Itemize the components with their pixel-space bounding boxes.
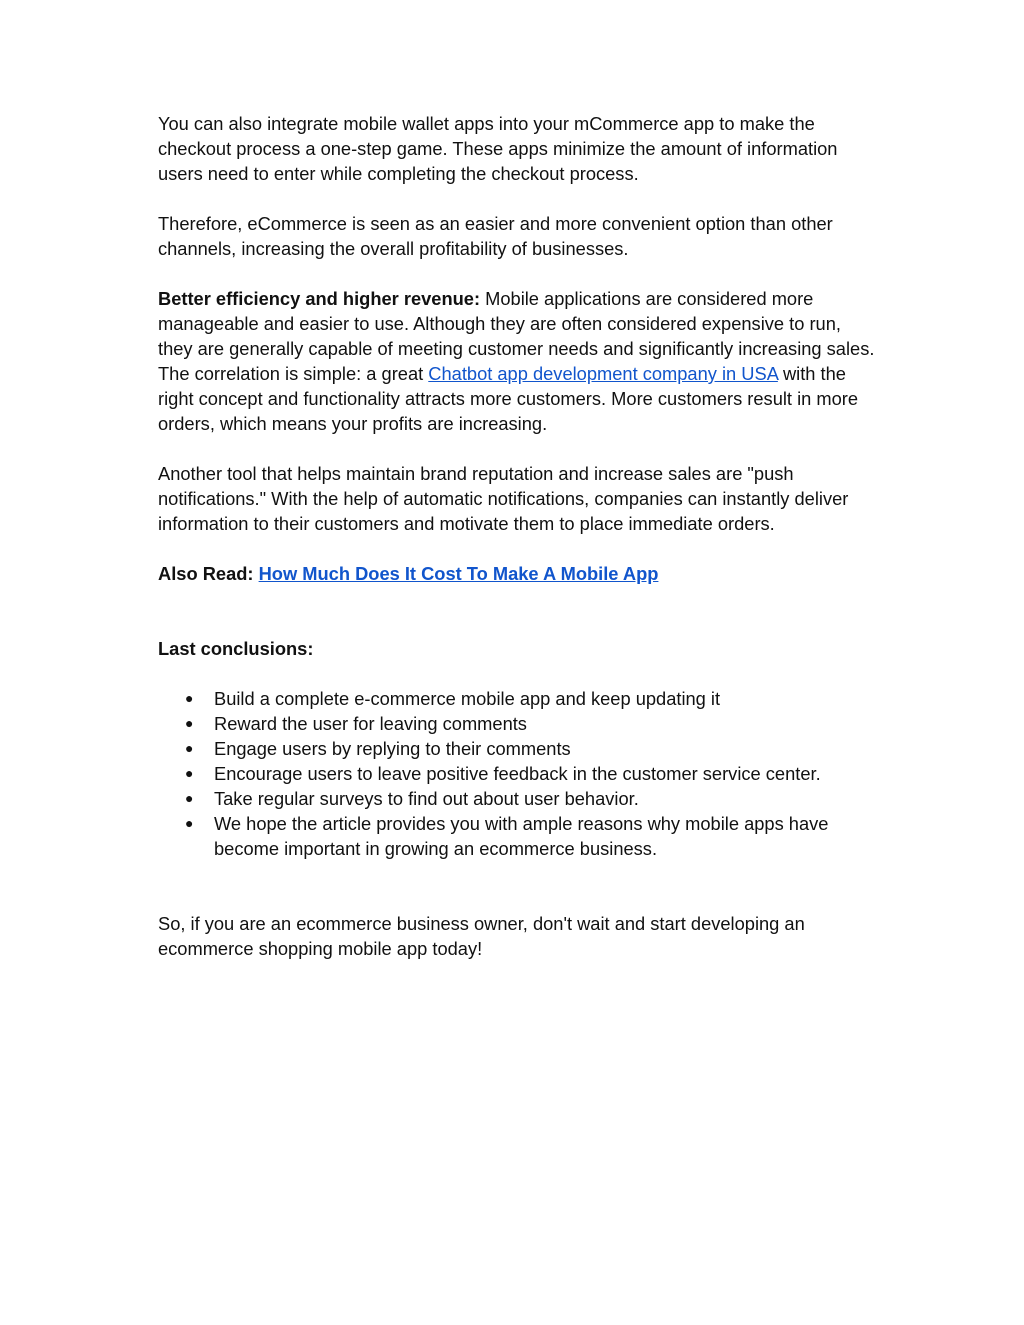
spacer	[158, 861, 878, 911]
also-read-link[interactable]: How Much Does It Cost To Make A Mobile App	[258, 563, 659, 584]
list-item	[158, 686, 878, 711]
bullet-icon: ●	[185, 790, 194, 806]
also-read-line	[158, 561, 878, 586]
list-item	[158, 736, 878, 761]
chatbot-company-link[interactable]: Chatbot app development company in USA	[428, 363, 778, 384]
list-item	[158, 711, 878, 736]
bullet-icon: ●	[185, 715, 194, 731]
document-body	[158, 111, 878, 961]
conclusions-list	[158, 686, 878, 861]
efficiency-heading: Better efficiency and higher revenue:	[158, 288, 481, 309]
bullet-icon: ●	[185, 765, 194, 781]
spacer	[158, 436, 878, 461]
spacer	[158, 661, 878, 686]
spacer	[158, 586, 878, 636]
list-item-text: Take regular surveys to find out about user behavior.	[214, 788, 639, 809]
list-item-text: Engage users by replying to their comments	[214, 738, 571, 759]
paragraph-ecommerce-convenience: Therefore, eCommerce is seen as an easier and more convenient option than other channels, increasing the overall profitability of businesses.	[158, 213, 833, 259]
spacer	[158, 186, 878, 211]
conclusions-heading: Last conclusions:	[158, 638, 314, 659]
efficiency-text-b: with the right concept and functionality attracts more customers. More customers result in more orders, which means your profits are increasing.	[158, 363, 859, 434]
spacer	[158, 536, 878, 561]
paragraph-mobile-wallet: You can also integrate mobile wallet apps into your mCommerce app to make the checkout process a one-step game. These apps minimize the amount of information users need to enter while completing the checkout process.	[158, 113, 838, 184]
list-item	[158, 761, 878, 786]
also-read-label: Also Read:	[158, 563, 254, 584]
list-item-text: Reward the user for leaving comments	[214, 713, 527, 734]
list-item-text: Build a complete e-commerce mobile app and keep updating it	[214, 688, 721, 709]
bullet-icon: ●	[185, 740, 194, 756]
paragraph-closing: So, if you are an ecommerce business owner, don't wait and start developing an ecommerce shopping mobile app today!	[158, 913, 805, 959]
paragraph-efficiency	[158, 286, 878, 436]
bullet-icon: ●	[185, 815, 194, 831]
list-item	[158, 786, 878, 811]
list-item-text: Encourage users to leave positive feedback in the customer service center.	[214, 763, 821, 784]
efficiency-text-a: Mobile applications are considered more manageable and easier to use. Although they are often considered expensive to run, they are generally capable of meeting customer needs and significantly increasing sales. The correlation is simple: a great	[158, 288, 875, 384]
list-item	[158, 811, 878, 861]
paragraph-push-notifications: Another tool that helps maintain brand reputation and increase sales are "push notifications." With the help of automatic notifications, companies can instantly deliver information to their customers and motivate them to place immediate orders.	[158, 463, 849, 534]
bullet-icon: ●	[185, 690, 194, 706]
list-item-text: We hope the article provides you with ample reasons why mobile apps have become important in growing an ecommerce business.	[214, 813, 829, 859]
spacer	[158, 261, 878, 286]
